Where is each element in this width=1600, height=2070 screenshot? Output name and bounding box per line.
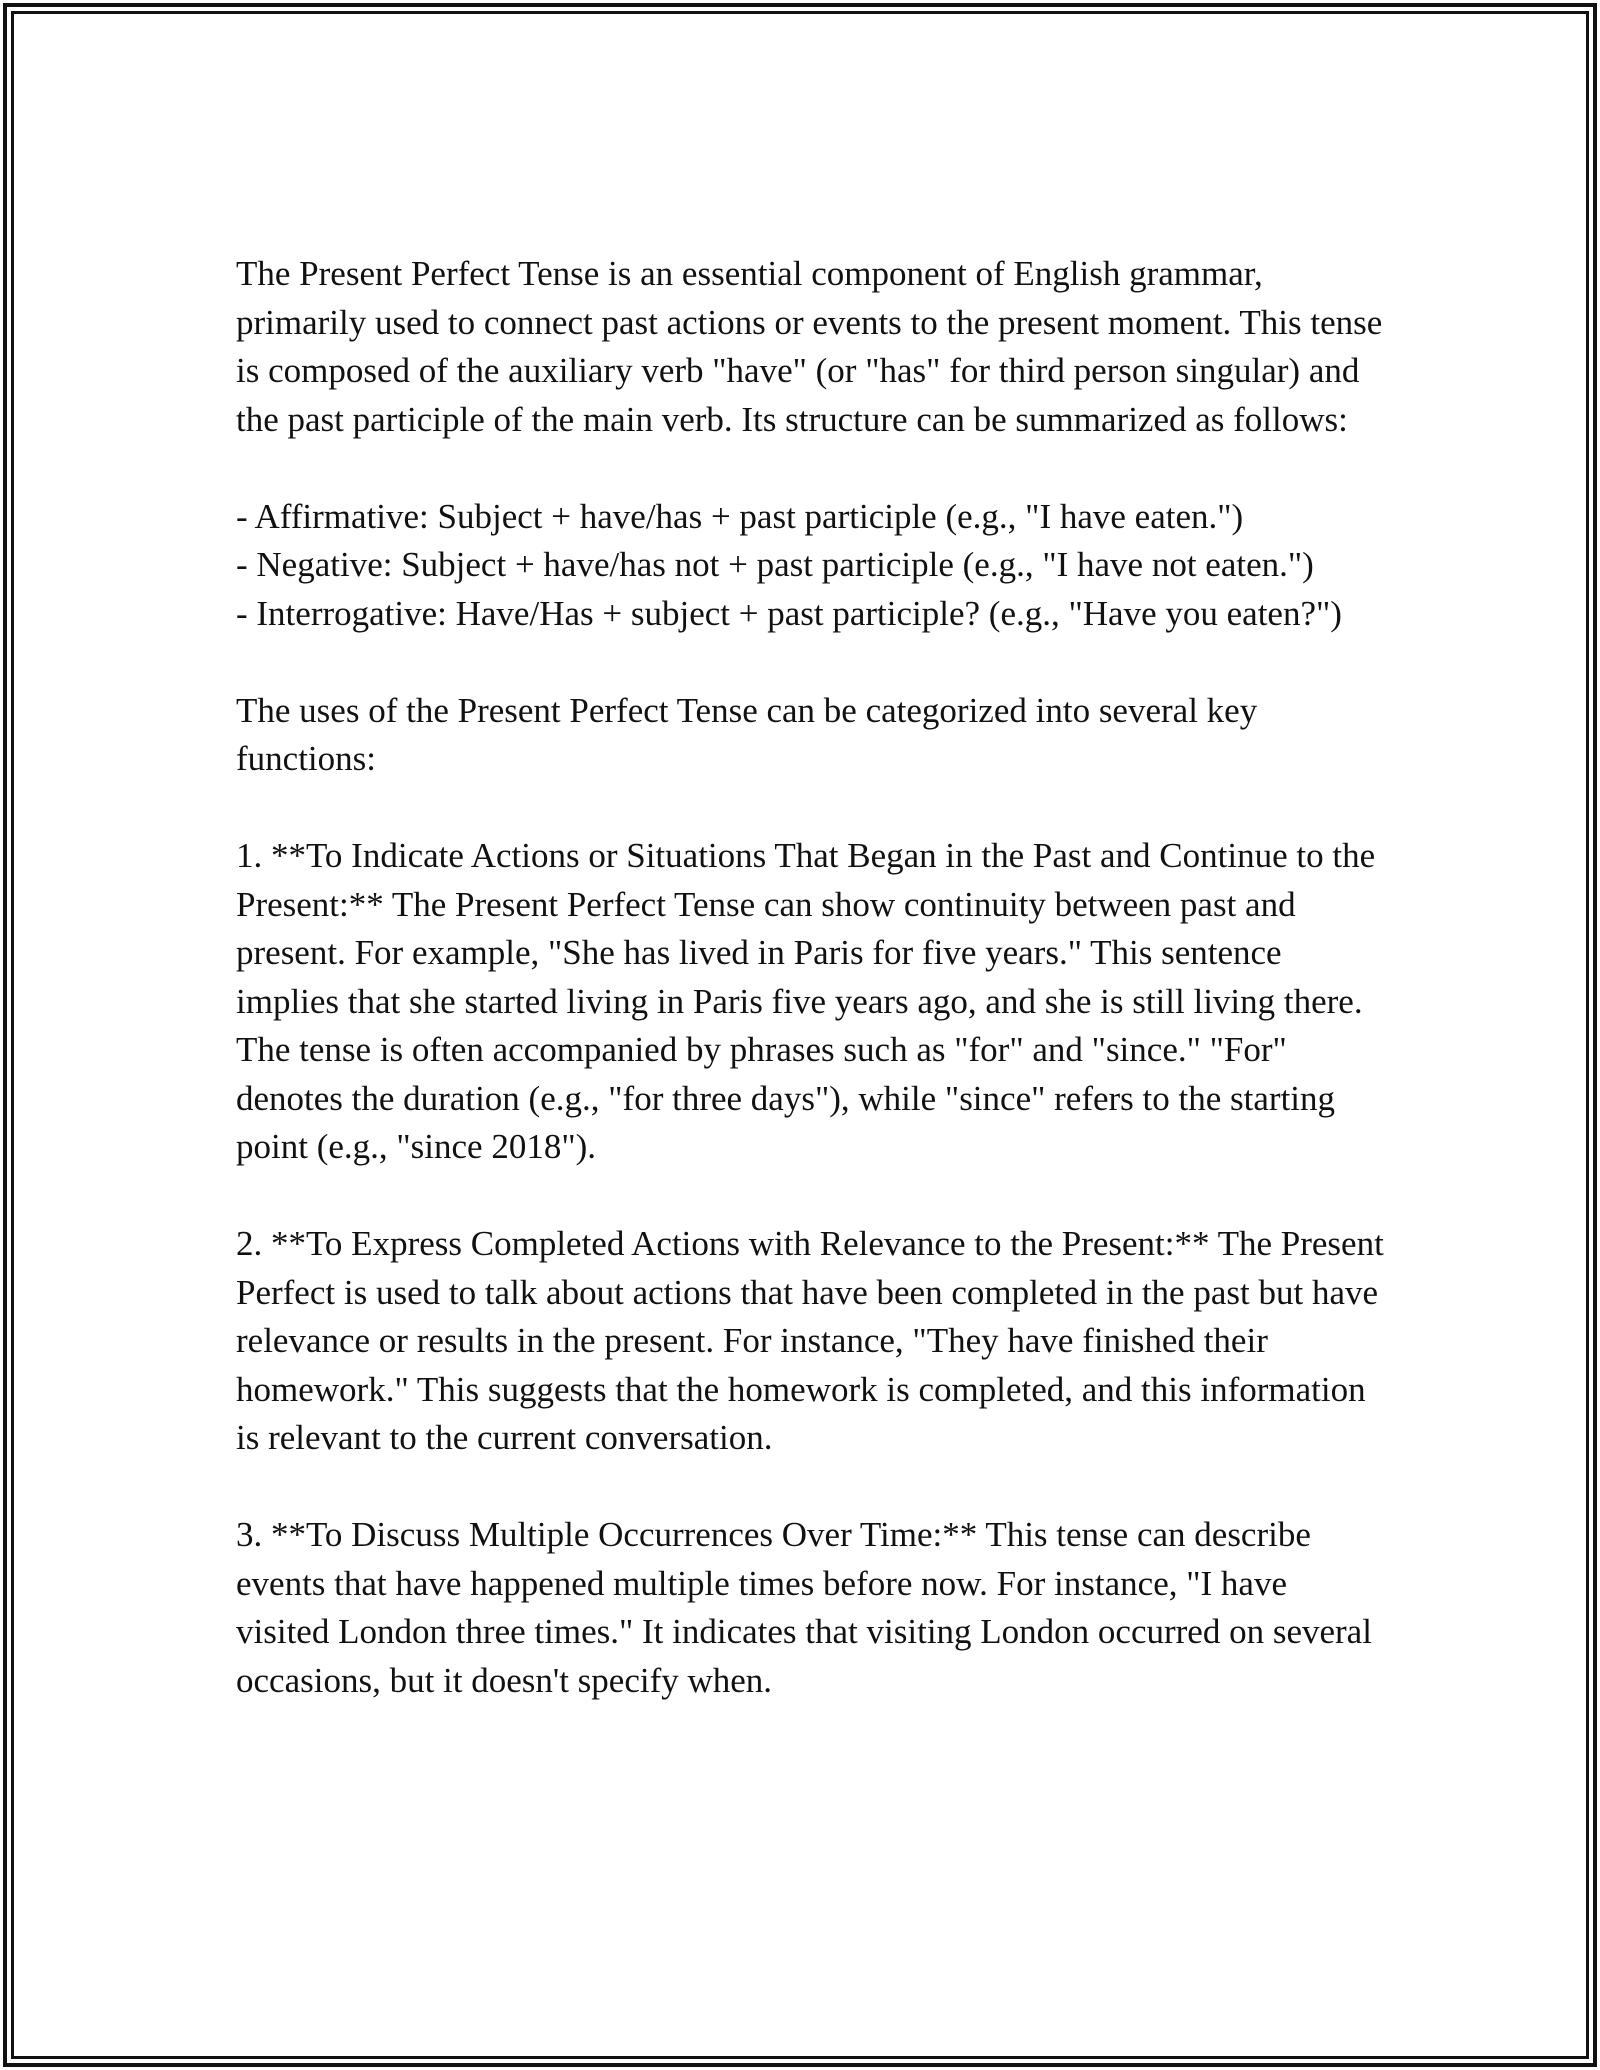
structure-list	[236, 493, 1386, 639]
structure-interrogative: - Interrogative: Have/Has + subject + past participle? (e.g., "Have you eaten?")	[236, 593, 1342, 633]
document-body	[236, 250, 1393, 1754]
structure-affirmative: - Affirmative: Subject + have/has + past participle (e.g., "I have eaten.")	[236, 496, 1244, 536]
use-1-paragraph: 1. **To Indicate Actions or Situations That Began in the Past and Continue to the Present:** The Present Perfect Tense can show continuity between past and present. For example, "She has lived in Paris for five years." This sentence implies that she started living in Paris five years ago, and she is still living there. The tense is often accompanied by phrases such as "for" and "since." "For" denotes the duration (e.g., "for three days"), while "since" refers to the starting point (e.g., "since 2018").	[236, 836, 1384, 1166]
intro-paragraph: The Present Perfect Tense is an essential component of English grammar, primarily used to connect past actions or events to the present moment. This tense is composed of the auxiliary verb "have" (or "has" for third person singular) and the past participle of the main verb. Its structure can be summarized as follows:	[236, 254, 1392, 439]
use-2-paragraph: 2. **To Express Completed Actions with Relevance to the Present:** The Present Perfect is used to talk about actions that have been completed in the past but have relevance or results in the present. For instance, "They have finished their homework." This suggests that the homework is completed, and this information is relevant to the current conversation.	[236, 1224, 1393, 1457]
structure-negative: - Negative: Subject + have/has not + past participle (e.g., "I have not eaten.")	[236, 545, 1314, 584]
use-3-paragraph: 3. **To Discuss Multiple Occurrences Over Time:** This tense can describe events that have happened multiple times before now. For instance, "I have visited London three times." It indicates that visiting London occurred on several occasions, but it doesn't specify when.	[236, 1515, 1381, 1700]
uses-intro-paragraph: The uses of the Present Perfect Tense can be categorized into several key functions:	[236, 690, 1266, 778]
